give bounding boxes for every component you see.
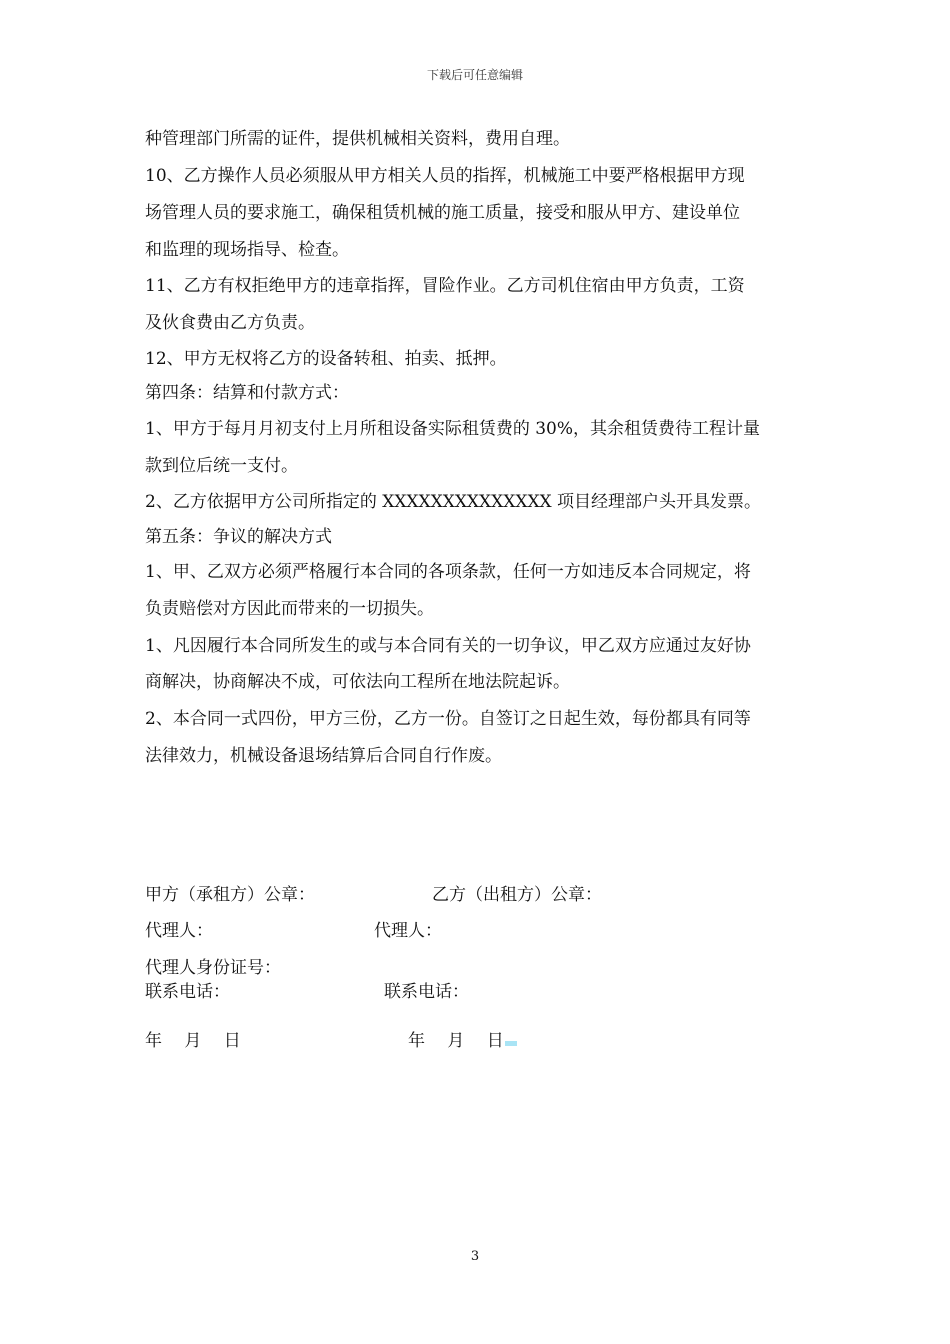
page-header: 下载后可任意编辑 [426,68,523,82]
party-b-date-label: 年 月 日 [408,1031,504,1051]
section-heading: 第四条：结算和付款方式： [145,383,349,403]
party-b-seal-label: 乙方（出租方）公章： [432,885,602,905]
party-b-date-row [408,1026,517,1051]
body-line: 商解决，协商解决不成，可依法向工程所在地法院起诉。 [145,672,570,692]
body-line: 1、甲方于每月月初支付上月所租设备实际租赁费的 30%，其余租赁费待工程计量 [145,419,761,439]
body-line: 10、乙方操作人员必须服从甲方相关人员的指挥，机械施工中要严格根据甲方现 [145,166,745,186]
party-a-seal-label: 甲方（承租方）公章： [145,885,315,905]
party-a-phone-label: 联系电话： [145,982,230,1002]
body-line: 1、凡因履行本合同所发生的或与本合同有关的一切争议，甲乙双方应通过友好协 [145,636,751,656]
body-line: 法律效力，机械设备退场结算后合同自行作废。 [145,746,502,766]
body-line: 款到位后统一支付。 [145,456,298,476]
text-cursor-mark [505,1041,517,1046]
party-a-agent-label: 代理人： [145,921,213,941]
body-line: 和监理的现场指导、检查。 [145,240,349,260]
body-line: 2、乙方依据甲方公司所指定的 XXXXXXXXXXXXXX 项目经理部户头开具发票。 [145,492,762,512]
page-number: 3 [470,1249,480,1264]
party-b-phone-label: 联系电话： [384,982,469,1002]
party-b-agent-label: 代理人： [374,921,442,941]
body-line: 1、甲、乙双方必须严格履行本合同的各项条款，任何一方如违反本合同规定，将 [145,562,751,582]
body-line: 负责赔偿对方因此而带来的一切损失。 [145,599,434,619]
body-line: 种管理部门所需的证件，提供机械相关资料，费用自理。 [145,129,570,149]
section-heading: 第五条：争议的解决方式 [145,527,332,547]
body-line: 及伙食费由乙方负责。 [145,313,315,333]
agent-id-label: 代理人身份证号： [145,958,281,978]
party-a-date-label: 年 月 日 [145,1031,241,1051]
body-line: 11、乙方有权拒绝甲方的违章指挥，冒险作业。乙方司机住宿由甲方负责，工资 [145,276,745,296]
body-line: 2、本合同一式四份，甲方三份，乙方一份。自签订之日起生效，每份都具有同等 [145,709,751,729]
body-line: 场管理人员的要求施工，确保租赁机械的施工质量，接受和服从甲方、建设单位 [145,203,740,223]
body-line: 12、甲方无权将乙方的设备转租、拍卖、抵押。 [145,349,507,369]
